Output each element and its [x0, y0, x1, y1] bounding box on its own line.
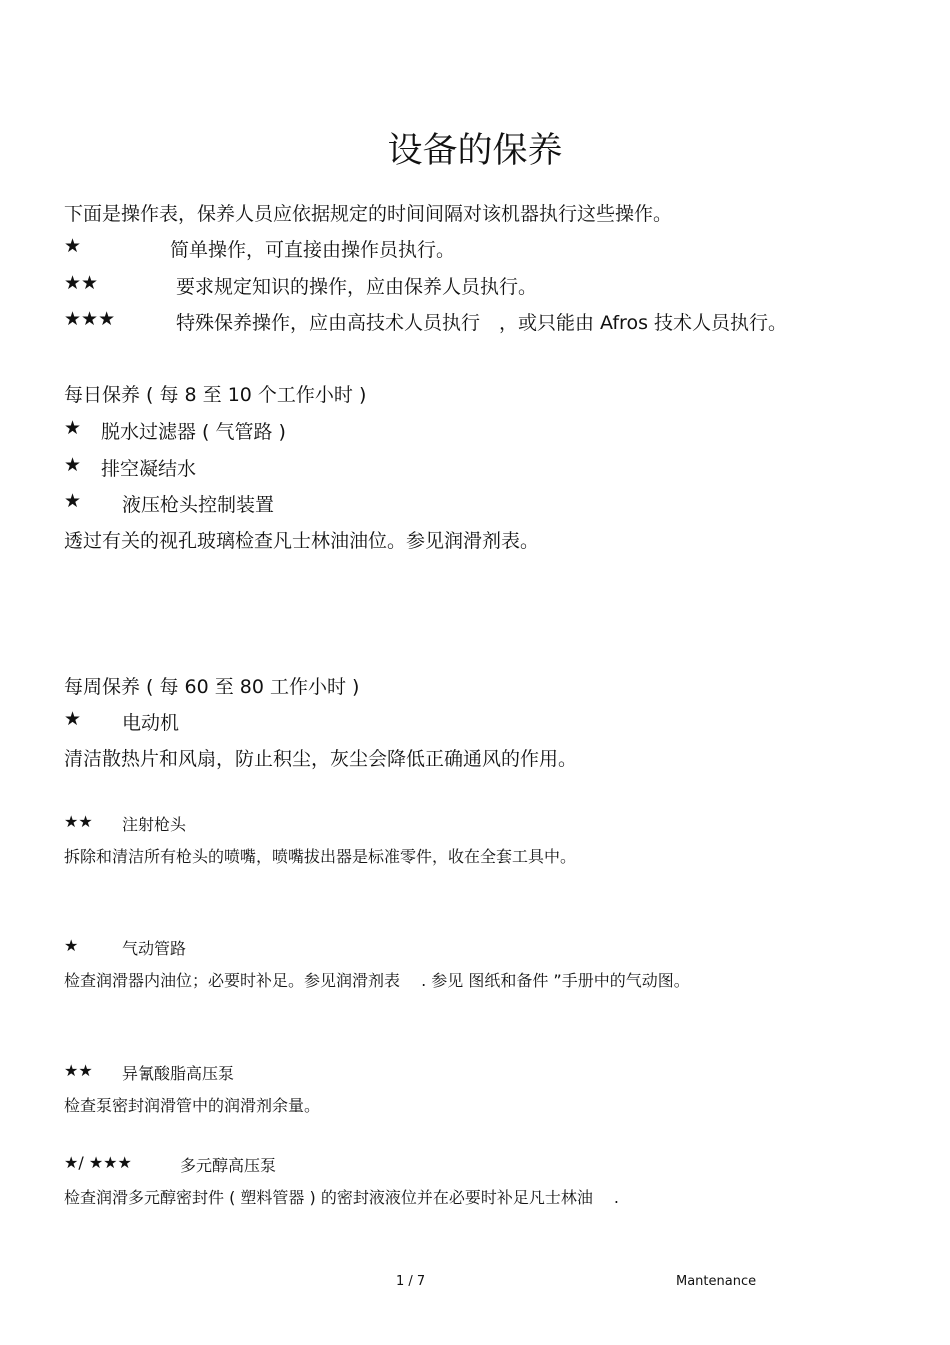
- weekly-entry-4-desc: 检查润滑多元醇密封件 ( 塑料管器 ) 的密封液液位并在必要时补足凡士林油 .: [64, 1188, 620, 1207]
- weekly-entry-1-stars: ★★: [64, 812, 93, 831]
- daily-heading: 每日保养 ( 每 8 至 10 个工作小时 ): [64, 384, 367, 406]
- page-number: 1 / 7: [396, 1274, 426, 1289]
- daily-item-2-label: 排空凝结水: [101, 458, 197, 480]
- weekly-heading: 每周保养 ( 每 60 至 80 工作小时 ): [64, 676, 360, 698]
- daily-note: 透过有关的视孔玻璃检查凡士林油油位。参见润滑剂表。: [64, 530, 540, 552]
- daily-item-1-label: 脱水过滤器 ( 气管路 ): [101, 421, 286, 443]
- level-3-desc: 特殊保养操作，应由高技术人员执行 ，或只能由 Afros 技术人员执行。: [176, 312, 788, 334]
- weekly-entry-4-stars: ★/ ★★★: [64, 1153, 132, 1172]
- level-3-stars: ★★★: [64, 308, 116, 330]
- weekly-motor-label: 电动机: [122, 712, 180, 734]
- page-title: 设备的保养: [387, 131, 563, 171]
- level-1-stars: ★: [64, 235, 82, 257]
- daily-item-1-stars: ★: [64, 417, 82, 439]
- weekly-entry-4-label: 多元醇高压泵: [180, 1156, 277, 1175]
- weekly-entry-1-desc: 拆除和清洁所有枪头的喷嘴，喷嘴拔出器是标准零件，收在全套工具中。: [64, 847, 577, 866]
- daily-item-2-stars: ★: [64, 454, 82, 476]
- intro-text: 下面是操作表，保养人员应依据规定的时间间隔对该机器执行这些操作。: [64, 203, 673, 225]
- weekly-motor-desc: 清洁散热片和风扇，防止积尘，灰尘会降低正确通风的作用。: [64, 748, 578, 770]
- weekly-entry-3-label: 异氰酸脂高压泵: [122, 1064, 235, 1083]
- weekly-entry-2-label: 气动管路: [122, 939, 187, 958]
- weekly-entry-2-stars: ★: [64, 936, 79, 955]
- weekly-entry-3-stars: ★★: [64, 1061, 93, 1080]
- daily-item-3-stars: ★: [64, 490, 82, 512]
- weekly-entry-3-desc: 检查泵密封润滑管中的润滑剂余量。: [64, 1096, 321, 1115]
- weekly-motor-stars: ★: [64, 708, 82, 730]
- level-1-desc: 简单操作，可直接由操作员执行。: [170, 239, 456, 261]
- document-name: Mantenance: [676, 1274, 757, 1289]
- weekly-entry-1-label: 注射枪头: [122, 815, 187, 834]
- daily-item-3-label: 液压枪头控制装置: [122, 494, 275, 516]
- weekly-entry-2-desc: 检查润滑器内油位；必要时补足。参见润滑剂表 . 参见 图纸和备件 ”手册中的气动图。: [64, 971, 690, 990]
- level-2-desc: 要求规定知识的操作，应由保养人员执行。: [176, 276, 538, 298]
- level-2-stars: ★★: [64, 272, 99, 294]
